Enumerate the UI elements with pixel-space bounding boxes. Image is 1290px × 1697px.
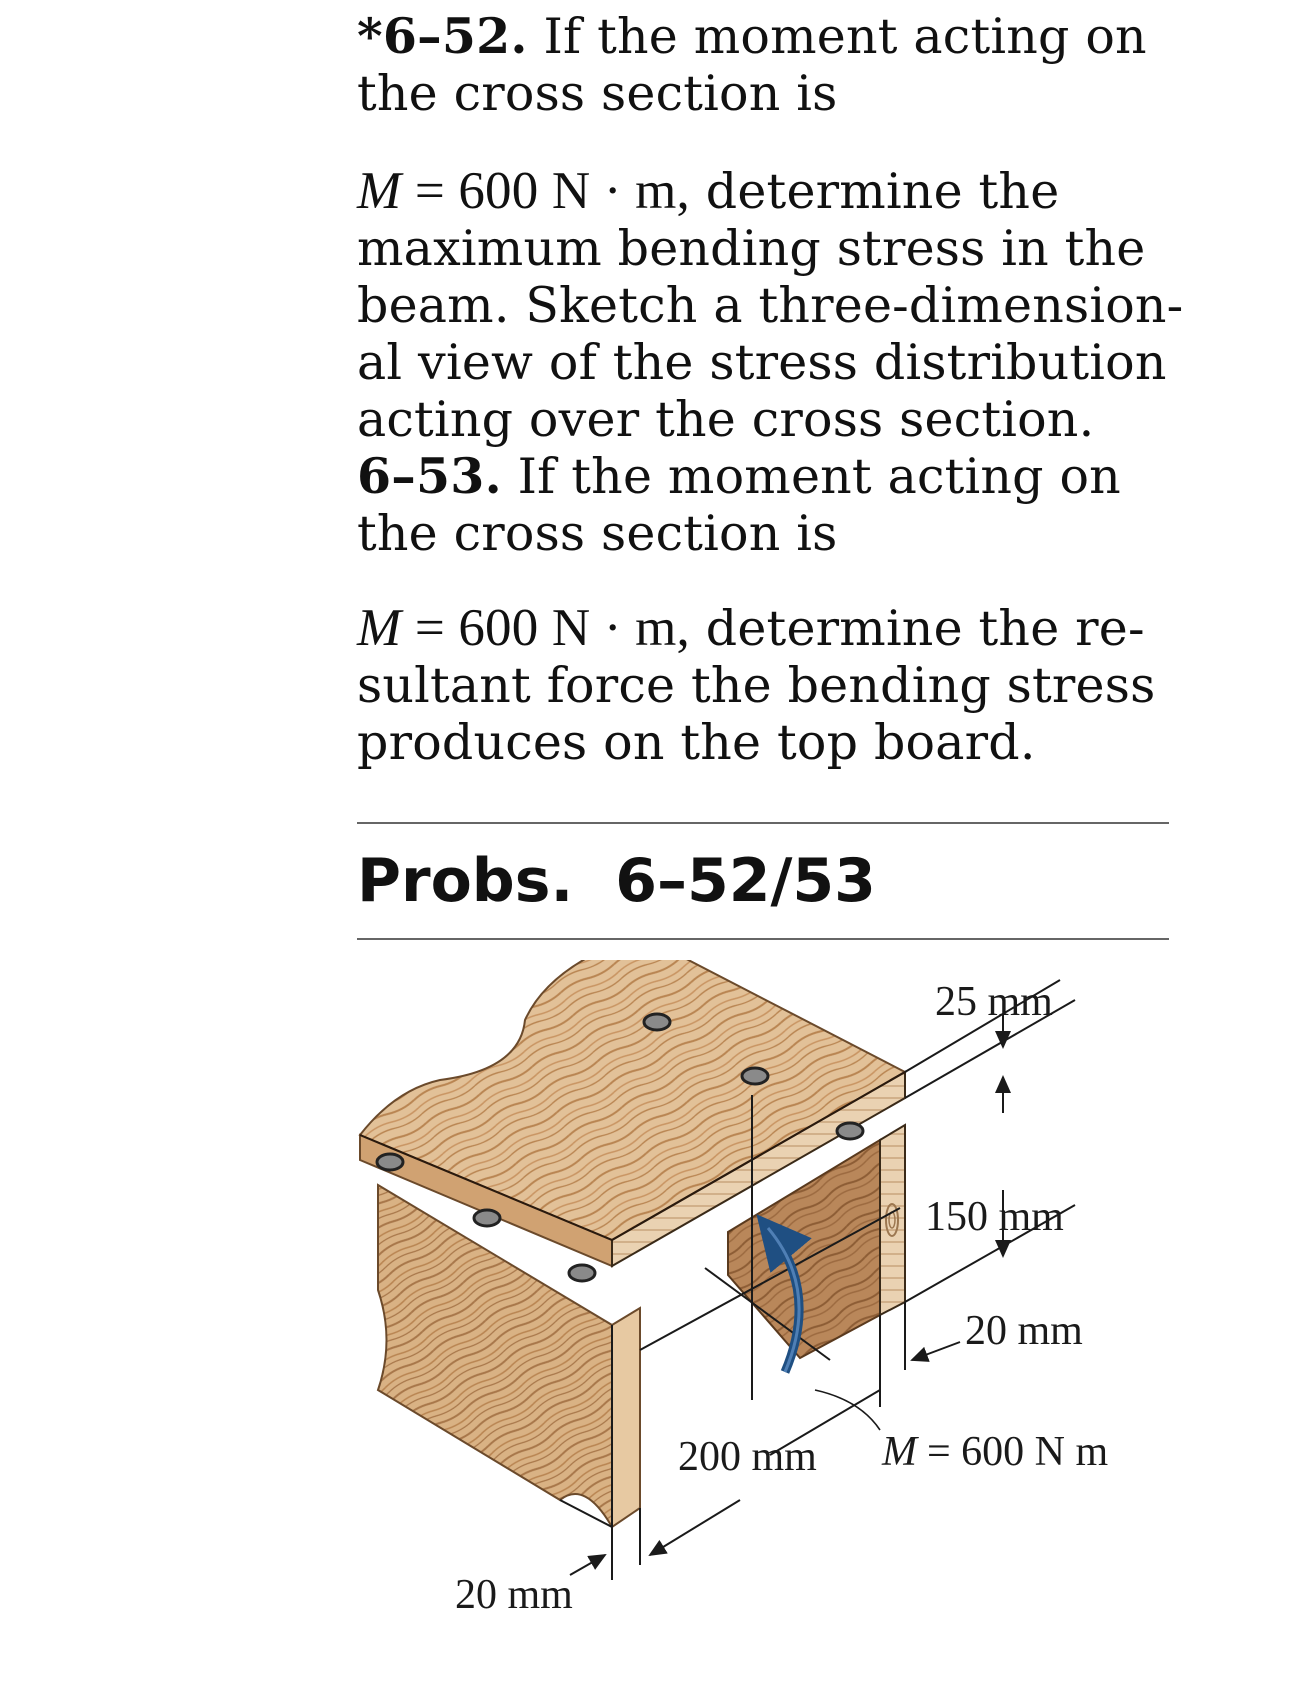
nail-icon [474, 1210, 500, 1226]
moment-label [881, 1429, 1109, 1475]
moment-symbol: M [357, 162, 402, 220]
problem-6-52-equation-line [357, 163, 1197, 220]
problem-6-52-body-text-3: beam. Sketch a three-dimension- [357, 277, 1184, 334]
moment-label-symbol: M [882, 1429, 917, 1475]
beam-cross-section-figure [0, 960, 1290, 1697]
problem-6-52-intro [357, 8, 1197, 122]
problem-6-52-line-1 [357, 8, 1197, 65]
moment-equation: = 600 N · m, [414, 599, 691, 657]
problem-6-52-marker: * [357, 7, 383, 65]
moment-equation: = 600 N · m, [414, 162, 691, 220]
moment-symbol: M [357, 599, 402, 657]
nail-icon [569, 1265, 595, 1281]
caption-prefix: Probs. [357, 846, 574, 916]
problem-6-53-line-1 [357, 448, 1197, 505]
nail-icon [837, 1123, 863, 1139]
problem-6-52-body-text-4: al view of the stress distribution [357, 334, 1167, 391]
problem-6-52-intro-text-2: the cross section is [357, 65, 838, 122]
problem-6-53-number: 6–53. [357, 447, 502, 505]
dim-web-height: 150 mm [925, 1194, 1064, 1240]
problem-6-52-body [357, 163, 1197, 562]
right-web-end-face [880, 1125, 905, 1315]
dim-width: 200 mm [678, 1434, 817, 1480]
problem-6-52-intro-text-1: If the moment acting on [543, 8, 1147, 65]
caption-rule-bottom [357, 938, 1169, 940]
dim-left-thickness: 20 mm [455, 1572, 573, 1618]
problem-6-52-body-text-2: maximum bending stress in the [357, 220, 1146, 277]
nail-icon [742, 1068, 768, 1084]
caption-numbers: 6–52/53 [615, 846, 876, 916]
nail-icon [377, 1154, 403, 1170]
dim-right-thickness: 20 mm [965, 1308, 1083, 1354]
problem-6-53-equation-line [357, 600, 1197, 657]
problem-6-53-body-text-2: sultant force the bending stress [357, 657, 1156, 714]
nail-icon [644, 1014, 670, 1030]
problem-6-53-body [357, 600, 1197, 771]
problem-6-53-intro-text-2: the cross section is [357, 505, 838, 562]
dim-top-thickness: 25 mm [935, 979, 1053, 1025]
problem-6-53-intro-text-1: If the moment acting on [517, 448, 1121, 505]
problem-6-52-body-text-1: determine the [705, 163, 1060, 220]
moment-label-value: = 600 N m [927, 1429, 1109, 1475]
problem-6-53-body-text-1: determine the re- [705, 600, 1145, 657]
figure-caption [357, 846, 876, 916]
problem-6-53-body-text-3: produces on the top board. [357, 714, 1036, 771]
caption-rule-top [357, 822, 1169, 824]
problem-6-52-number: 6–52. [382, 7, 528, 65]
problem-6-52-body-text-5: acting over the cross section. [357, 391, 1095, 448]
